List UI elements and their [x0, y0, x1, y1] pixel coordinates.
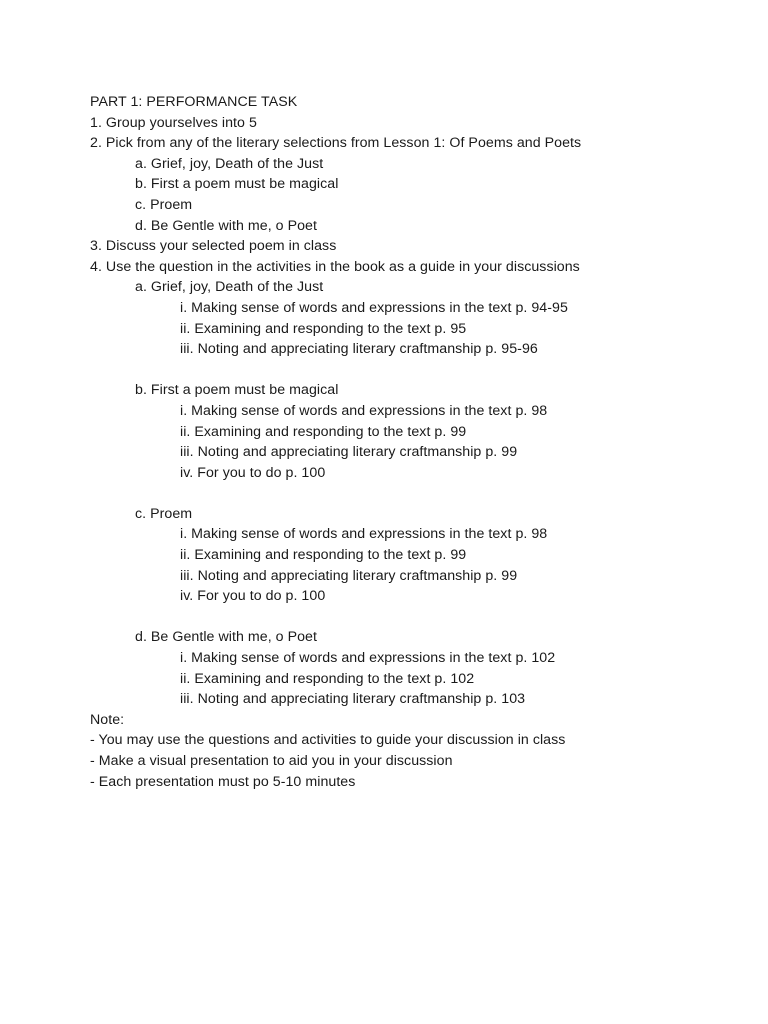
guide-c-item-iii: iii. Noting and appreciating literary craftmanship p. 99: [180, 567, 518, 584]
guide-d-item-ii: ii. Examining and responding to the text p. 102: [180, 670, 475, 687]
guide-a-item-i: i. Making sense of words and expressions in the text p. 94-95: [180, 299, 568, 316]
guide-b-item-i: i. Making sense of words and expressions in the text p. 98: [180, 402, 548, 419]
blank-line: [90, 360, 750, 381]
guide-b-item-iv: iv. For you to do p. 100: [180, 464, 326, 481]
guide-b-item-iii: iii. Noting and appreciating literary craftmanship p. 99: [180, 444, 518, 461]
step-2-option-c: c. Proem: [135, 196, 193, 213]
step-4: 4. Use the question in the activities in the book as a guide in your discussions: [90, 258, 580, 275]
step-1: 1. Group yourselves into 5: [90, 114, 257, 131]
step-2-option-b: b. First a poem must be magical: [135, 176, 339, 193]
step-2-option-d: d. Be Gentle with me, o Poet: [135, 217, 317, 234]
document-body: [90, 92, 750, 792]
note-item: - Each presentation must po 5-10 minutes: [90, 773, 356, 790]
note-item: - You may use the questions and activities to guide your discussion in class: [90, 732, 566, 749]
guide-d-item-i: i. Making sense of words and expressions in the text p. 102: [180, 650, 556, 667]
step-3: 3. Discuss your selected poem in class: [90, 238, 337, 255]
blank-line: [90, 483, 750, 504]
guide-b-heading: b. First a poem must be magical: [135, 382, 339, 399]
blank-line: [90, 607, 750, 628]
note-label: Note:: [90, 711, 125, 728]
guide-c-item-ii: ii. Examining and responding to the text p. 99: [180, 547, 467, 564]
step-2-option-a: a. Grief, joy, Death of the Just: [135, 155, 324, 172]
document-title: PART 1: PERFORMANCE TASK: [90, 94, 298, 110]
guide-a-item-ii: ii. Examining and responding to the text p. 95: [180, 320, 467, 337]
note-item: - Make a visual presentation to aid you in your discussion: [90, 753, 453, 769]
guide-b-item-ii: ii. Examining and responding to the text p. 99: [180, 423, 467, 440]
guide-a-item-iii: iii. Noting and appreciating literary craftmanship p. 95-96: [180, 341, 538, 358]
guide-d-item-iii: iii. Noting and appreciating literary craftmanship p. 103: [180, 691, 526, 708]
guide-d-heading: d. Be Gentle with me, o Poet: [135, 629, 317, 646]
guide-c-item-iv: iv. For you to do p. 100: [180, 588, 326, 605]
guide-c-heading: c. Proem: [135, 505, 193, 522]
step-2: 2. Pick from any of the literary selections from Lesson 1: Of Poems and Poets: [90, 135, 582, 152]
guide-a-heading: a. Grief, joy, Death of the Just: [135, 279, 324, 296]
guide-c-item-i: i. Making sense of words and expressions in the text p. 98: [180, 526, 548, 543]
